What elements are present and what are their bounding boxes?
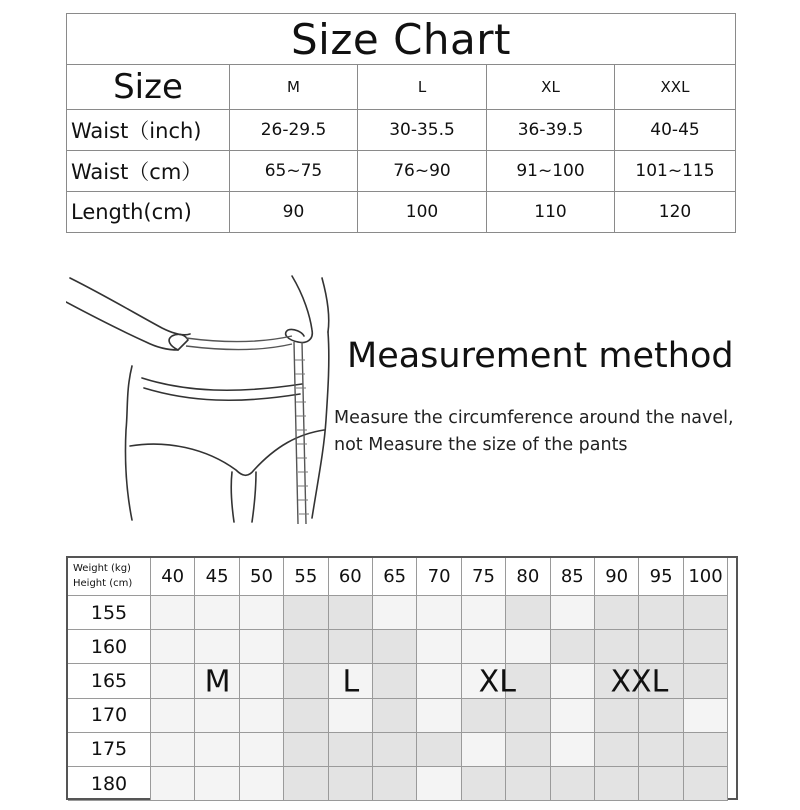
cell-value: 90 xyxy=(230,192,358,233)
grid-cell xyxy=(240,664,284,698)
measurement-line-2: not Measure the size of the pants xyxy=(334,435,628,455)
grid-cell xyxy=(551,699,595,733)
size-chart-table xyxy=(66,13,736,233)
size-header-label: Size xyxy=(67,65,230,110)
grid-cell xyxy=(240,733,284,767)
size-chart-title: Size Chart xyxy=(67,14,736,65)
grid-corner-header xyxy=(68,558,151,596)
cell-value: 120 xyxy=(615,192,736,233)
grid-cell xyxy=(595,699,639,733)
weight-header-2: 50 xyxy=(240,558,284,596)
measurement-title: Measurement method xyxy=(347,336,734,376)
weight-header-0: 40 xyxy=(151,558,195,596)
grid-cell xyxy=(329,630,373,664)
cell-value: 65~75 xyxy=(230,151,358,192)
measurement-line-1: Measure the circumference around the navel, xyxy=(334,408,734,428)
cell-value: 26-29.5 xyxy=(230,110,358,151)
grid-cell xyxy=(373,767,417,801)
weight-height-size-grid xyxy=(66,556,738,800)
grid-cell xyxy=(240,699,284,733)
corner-weight-label: Weight (kg) xyxy=(73,563,131,574)
grid-cell xyxy=(151,596,195,630)
cell-value: 76~90 xyxy=(358,151,487,192)
weight-header-4: 60 xyxy=(329,558,373,596)
grid-cell xyxy=(462,767,506,801)
grid-cell xyxy=(373,596,417,630)
grid-cell xyxy=(595,767,639,801)
grid-cell xyxy=(151,664,195,698)
grid-cell xyxy=(329,733,373,767)
corner-height-label: Height (cm) xyxy=(73,578,133,589)
height-row-label-5: 180 xyxy=(68,767,151,801)
row-label-waist-cm: Waist（cm） xyxy=(67,151,230,192)
weight-header-6: 70 xyxy=(417,558,461,596)
grid-cell xyxy=(284,596,328,630)
grid-cell xyxy=(195,767,239,801)
size-col-m: M xyxy=(230,65,358,110)
grid-cell xyxy=(240,596,284,630)
cell-value: 91~100 xyxy=(487,151,615,192)
grid-cell xyxy=(684,596,728,630)
height-row-label-0: 155 xyxy=(68,596,151,630)
weight-header-5: 65 xyxy=(373,558,417,596)
grid-cell xyxy=(639,630,683,664)
size-zone-label-xl: XL xyxy=(478,664,516,699)
size-col-xxl: XXL xyxy=(615,65,736,110)
grid-cell xyxy=(373,664,417,698)
weight-header-10: 90 xyxy=(595,558,639,596)
weight-header-12: 100 xyxy=(684,558,728,596)
grid-cell xyxy=(195,596,239,630)
grid-cell xyxy=(551,733,595,767)
height-row-label-2: 165 xyxy=(68,664,151,698)
grid-cell xyxy=(462,699,506,733)
grid-cell xyxy=(506,733,550,767)
grid-cell xyxy=(595,596,639,630)
grid-cell xyxy=(417,767,461,801)
size-zone-label-xxl: XXL xyxy=(610,664,669,699)
weight-header-11: 95 xyxy=(639,558,683,596)
grid-cell xyxy=(195,630,239,664)
grid-cell xyxy=(417,596,461,630)
grid-cell xyxy=(151,630,195,664)
size-col-l: L xyxy=(358,65,487,110)
grid-cell xyxy=(417,699,461,733)
grid-cell xyxy=(284,630,328,664)
row-label-length: Length(cm) xyxy=(67,192,230,233)
grid-cell xyxy=(595,630,639,664)
grid-cell xyxy=(462,630,506,664)
cell-value: 30-35.5 xyxy=(358,110,487,151)
size-zone-label-m: M xyxy=(204,664,231,699)
weight-header-8: 80 xyxy=(506,558,550,596)
grid-cell xyxy=(195,699,239,733)
grid-cell xyxy=(284,664,328,698)
grid-cell xyxy=(462,596,506,630)
grid-cell xyxy=(551,664,595,698)
cell-value: 100 xyxy=(358,192,487,233)
cell-value: 101~115 xyxy=(615,151,736,192)
height-row-label-3: 170 xyxy=(68,699,151,733)
grid-cell xyxy=(639,767,683,801)
grid-cell xyxy=(240,767,284,801)
grid-cell xyxy=(551,767,595,801)
grid-cell xyxy=(684,767,728,801)
grid-cell xyxy=(284,699,328,733)
size-col-xl: XL xyxy=(487,65,615,110)
grid-cell xyxy=(373,699,417,733)
cell-value: 36-39.5 xyxy=(487,110,615,151)
grid-cell xyxy=(417,664,461,698)
cell-value: 110 xyxy=(487,192,615,233)
grid-cell xyxy=(684,630,728,664)
grid-cell xyxy=(595,733,639,767)
grid-cell xyxy=(684,664,728,698)
grid-cell xyxy=(462,733,506,767)
grid-cell xyxy=(506,767,550,801)
grid-cell xyxy=(195,733,239,767)
height-row-label-4: 175 xyxy=(68,733,151,767)
grid-cell xyxy=(417,630,461,664)
grid-cell xyxy=(639,733,683,767)
grid-cell xyxy=(506,630,550,664)
grid-cell xyxy=(329,767,373,801)
weight-header-1: 45 xyxy=(195,558,239,596)
grid-cell xyxy=(373,630,417,664)
grid-cell xyxy=(417,733,461,767)
grid-cell xyxy=(284,767,328,801)
grid-cell xyxy=(684,699,728,733)
weight-header-7: 75 xyxy=(462,558,506,596)
grid-cell xyxy=(329,596,373,630)
weight-header-3: 55 xyxy=(284,558,328,596)
grid-cell xyxy=(639,596,683,630)
grid-cell xyxy=(151,699,195,733)
size-zone-label-l: L xyxy=(342,664,360,699)
grid-cell xyxy=(151,733,195,767)
grid-cell xyxy=(506,699,550,733)
measurement-description xyxy=(334,405,734,459)
grid-cell xyxy=(284,733,328,767)
grid-cell xyxy=(639,699,683,733)
grid-cell xyxy=(151,767,195,801)
measurement-illustration xyxy=(66,270,366,525)
grid-cell xyxy=(240,630,284,664)
cell-value: 40-45 xyxy=(615,110,736,151)
grid-cell xyxy=(551,630,595,664)
grid-cell xyxy=(684,733,728,767)
grid-cell xyxy=(329,699,373,733)
weight-header-9: 85 xyxy=(551,558,595,596)
height-row-label-1: 160 xyxy=(68,630,151,664)
row-label-waist-inch: Waist（inch) xyxy=(67,110,230,151)
grid-cell xyxy=(551,596,595,630)
grid-cell xyxy=(506,596,550,630)
grid-cell xyxy=(373,733,417,767)
